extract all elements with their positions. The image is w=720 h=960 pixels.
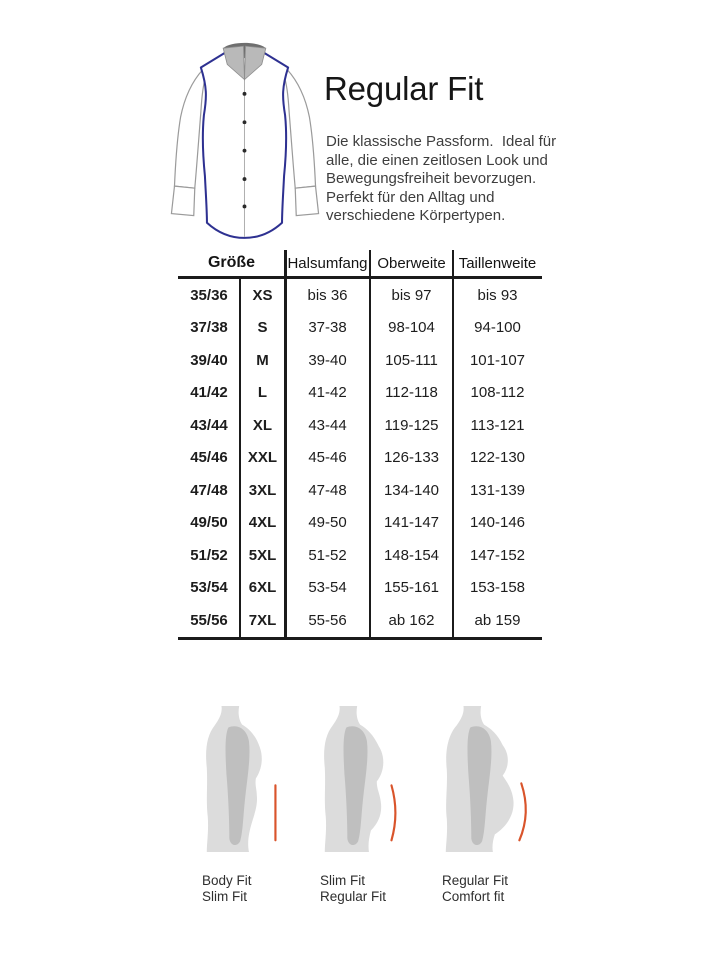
- halsumfang-cell: 51-52: [308, 546, 347, 564]
- size-row: [178, 604, 542, 637]
- groesse-cell: 45/46: [190, 449, 228, 467]
- size-row: [178, 572, 542, 605]
- size-row: [178, 312, 542, 345]
- taillenweite-cell: 108-112: [470, 384, 525, 402]
- fit-label: [197, 873, 307, 904]
- table-vertical-rule: [239, 279, 241, 640]
- taillenweite-cell: 94-100: [474, 319, 521, 337]
- taillenweite-cell: 140-146: [469, 514, 526, 532]
- fit-label: [315, 873, 425, 904]
- size-row: [178, 377, 542, 410]
- fit-description: [326, 133, 556, 226]
- fit-label-line: Comfort fit: [442, 888, 505, 904]
- groesse-cell: 51/52: [190, 546, 228, 564]
- oberweite-cell: 119-125: [384, 416, 439, 434]
- oberweite-cell: 155-161: [383, 579, 440, 597]
- fit-label-line: Regular Fit: [320, 888, 387, 904]
- halsumfang-cell: 55-56: [308, 611, 347, 629]
- groesse-cell: 39/40: [190, 351, 228, 369]
- fit-indicator-curve: [391, 785, 395, 840]
- size-code-cell: XS: [252, 286, 273, 304]
- body-silhouette-medium: [315, 703, 415, 855]
- shirt-illustration: [166, 36, 324, 244]
- halsumfang-cell: 37-38: [308, 319, 347, 337]
- fit-label-line: Regular Fit: [442, 873, 509, 888]
- groesse-cell: 37/38: [190, 319, 228, 337]
- taillenweite-cell: bis 93: [477, 286, 518, 304]
- fit-figure-comfort-fit: [437, 703, 547, 904]
- oberweite-cell: ab 162: [388, 611, 435, 629]
- size-row: [178, 344, 542, 377]
- header-halsumfang: Halsumfang: [287, 254, 368, 272]
- size-code-cell: 7XL: [248, 611, 277, 629]
- size-code-cell: 3XL: [248, 481, 277, 499]
- groesse-cell: 49/50: [190, 514, 228, 532]
- fit-label-line: Slim Fit: [202, 888, 247, 904]
- groesse-cell: 53/54: [190, 579, 228, 597]
- oberweite-cell: 105-111: [385, 351, 438, 369]
- size-code-cell: 5XL: [248, 546, 277, 564]
- oberweite-cell: 148-154: [383, 546, 440, 564]
- taillenweite-cell: 147-152: [469, 546, 526, 564]
- description-line: alle, die einen zeitlosen Look und: [326, 151, 548, 169]
- oberweite-cell: 98-104: [388, 319, 435, 337]
- oberweite-cell: 112-118: [385, 384, 438, 402]
- taillenweite-cell: 131-139: [469, 481, 526, 499]
- size-code-cell: XXL: [247, 449, 278, 467]
- groesse-cell: 47/48: [190, 481, 228, 499]
- description-line: Die klassische Passform. Ideal für: [326, 133, 557, 150]
- halsumfang-cell: 45-46: [308, 449, 347, 467]
- shirt-left-cuff: [171, 186, 194, 215]
- header-oberweite: Oberweite: [377, 254, 446, 272]
- shirt-right-sleeve: [284, 69, 315, 188]
- size-code-cell: 6XL: [248, 579, 277, 597]
- body-silhouette-full: [437, 703, 537, 855]
- groesse-cell: 55/56: [190, 611, 228, 629]
- size-code-cell: S: [257, 319, 268, 337]
- shirt-left-sleeve: [174, 69, 205, 188]
- size-row: [178, 507, 542, 540]
- fit-label-line: Body Fit: [202, 873, 252, 888]
- size-code-cell: M: [256, 351, 269, 369]
- header-taillenweite: Taillenweite: [458, 254, 537, 272]
- taillenweite-cell: 153-158: [469, 579, 526, 597]
- fit-figure-body-fit: [197, 703, 307, 904]
- oberweite-cell: bis 97: [391, 286, 432, 304]
- groesse-cell: 41/42: [190, 384, 228, 402]
- halsumfang-cell: 41-42: [308, 384, 347, 402]
- fit-figure-regular-fit: [315, 703, 425, 904]
- size-code-cell: 4XL: [248, 514, 277, 532]
- halsumfang-cell: 47-48: [308, 481, 347, 499]
- halsumfang-cell: 39-40: [308, 351, 347, 369]
- header-groesse: Größe: [207, 254, 256, 271]
- taillenweite-cell: 101-107: [469, 351, 526, 369]
- groesse-cell: 35/36: [190, 286, 228, 304]
- size-row: [178, 539, 542, 572]
- description-line: verschiedene Körpertypen.: [326, 207, 506, 224]
- size-table-header: [178, 250, 542, 276]
- size-row: [178, 409, 542, 442]
- halsumfang-cell: bis 36: [307, 286, 348, 304]
- fit-label-line: Slim Fit: [320, 873, 365, 888]
- groesse-cell: 43/44: [190, 416, 228, 434]
- halsumfang-cell: 53-54: [308, 579, 347, 597]
- oberweite-cell: 126-133: [383, 449, 440, 467]
- description-line: Bewegungsfreiheit bevorzugen.: [326, 170, 537, 187]
- halsumfang-cell: 49-50: [308, 514, 347, 532]
- table-vertical-rule: [369, 250, 371, 640]
- size-code-cell: XL: [252, 416, 273, 434]
- body-silhouette-slim: [197, 703, 297, 855]
- oberweite-cell: 134-140: [383, 481, 440, 499]
- description-line: Perfekt für den Alltag und: [326, 188, 495, 206]
- taillenweite-cell: 113-121: [470, 416, 525, 434]
- page-title: Regular Fit: [324, 70, 484, 107]
- taillenweite-cell: ab 159: [474, 611, 521, 629]
- size-code-cell: L: [257, 384, 268, 402]
- table-bottom-rule: [178, 637, 542, 640]
- size-row: [178, 279, 542, 312]
- table-vertical-rule: [284, 250, 287, 640]
- shirt-right-cuff: [295, 186, 318, 215]
- fit-indicator-strong-curve: [519, 783, 525, 840]
- table-vertical-rule: [452, 250, 454, 640]
- size-row: [178, 474, 542, 507]
- oberweite-cell: 141-147: [383, 514, 440, 532]
- size-table: [178, 250, 542, 640]
- halsumfang-cell: 43-44: [308, 416, 347, 434]
- taillenweite-cell: 122-130: [469, 449, 526, 467]
- size-row: [178, 442, 542, 475]
- fit-label: [437, 873, 547, 904]
